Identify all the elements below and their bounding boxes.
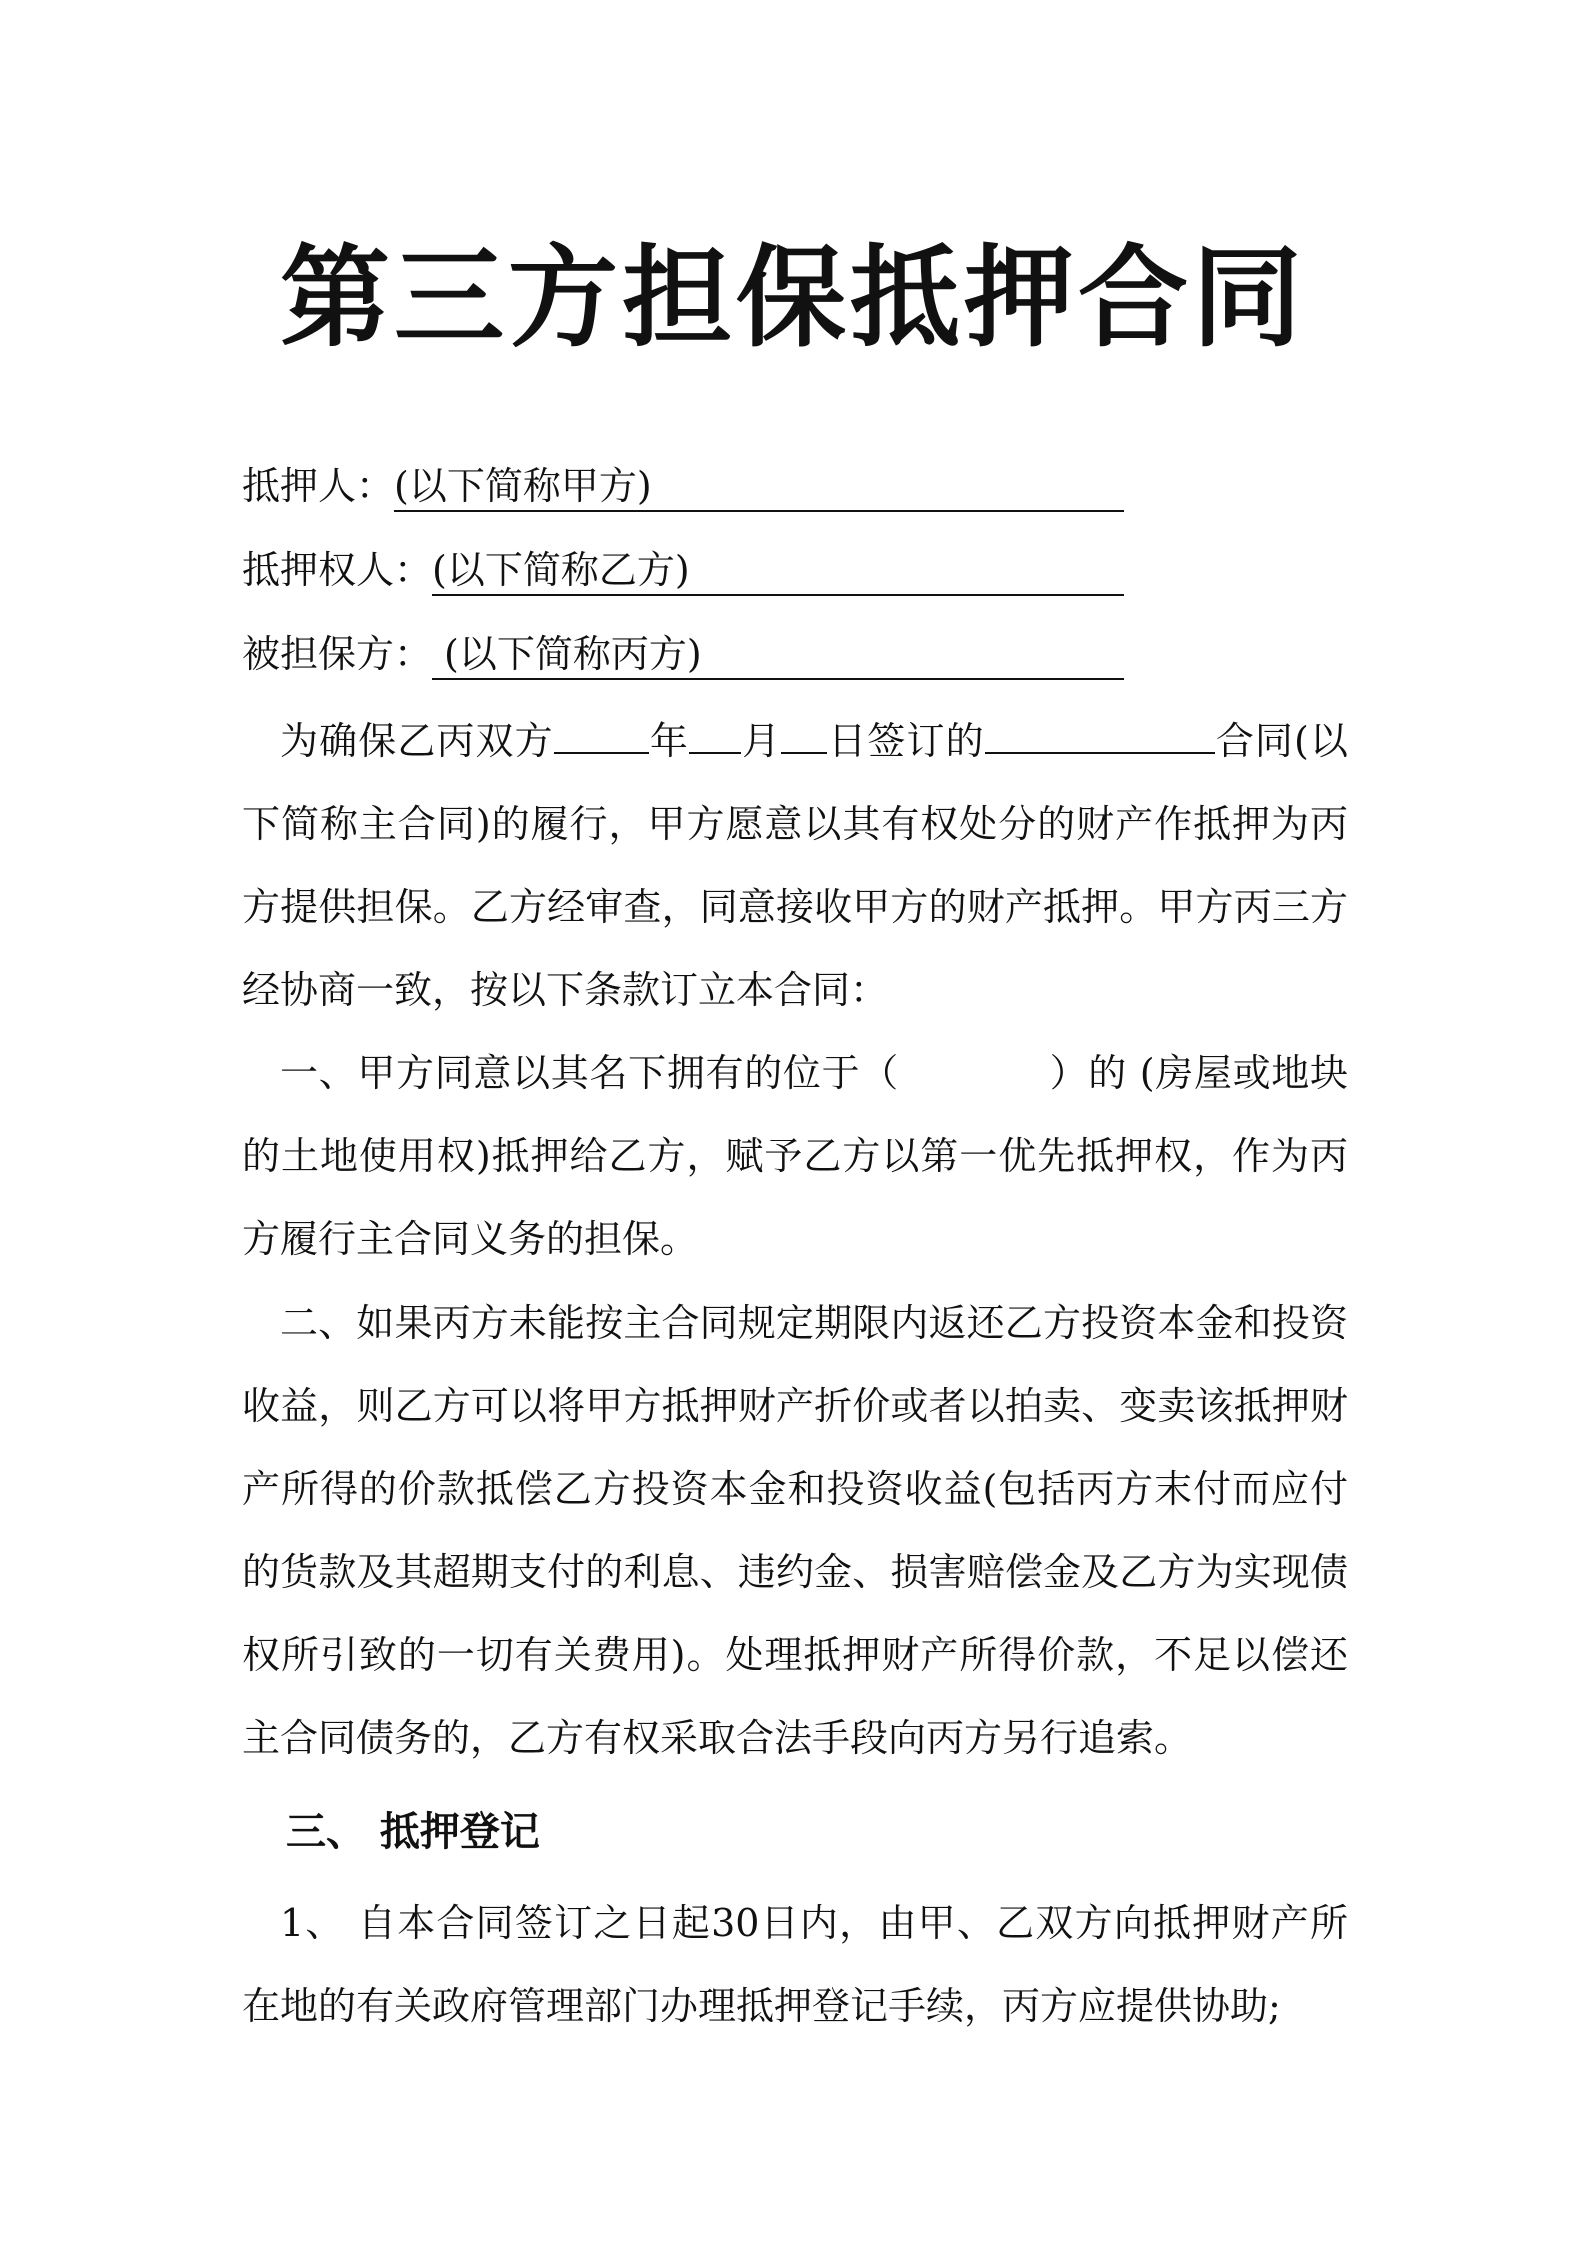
section-3-item-1-text: 1、 自本合同签订之日起30日内，由甲、乙双方向抵押财产所在地的有关政府管理部门办理抵押登记手续，丙方应提供协助; <box>242 1901 1348 2028</box>
party-note: (以下简称乙方) <box>432 548 690 592</box>
party-underline <box>432 546 1124 596</box>
document-title: 第三方担保抵押合同 <box>280 233 1306 362</box>
clause-2 <box>242 1282 1348 1780</box>
section-3-item-1 <box>242 1882 1348 2048</box>
party-note: (以下简称丙方) <box>444 632 702 676</box>
blank-day <box>781 718 827 754</box>
party-mortgagor <box>242 462 1124 512</box>
party-underline <box>394 462 1124 512</box>
clause-1-text-a: 一、甲方同意以其名下拥有的位于（ <box>280 1051 899 1095</box>
intro-year: 年 <box>648 719 689 763</box>
intro-contract: 合同(以下简称主合同)的履行，甲方愿意以其有权处分的财产作抵押为丙方提供担保。乙方经审查，同意接收甲方的财产抵押。甲方丙三方经协商一致，按以下条款订立本合同： <box>242 719 1348 1012</box>
blank-month <box>689 718 741 754</box>
intro-day: 日签订的 <box>827 719 985 763</box>
section-3-heading: 三、 抵押登记 <box>286 1808 540 1855</box>
clause-2-text: 二、如果丙方未能按主合同规定期限内返还乙方投资本金和投资收益，则乙方可以将甲方抵押财产折价或者以拍卖、变卖该抵押财产所得的价款抵偿乙方投资本金和投资收益(包括丙方末付而应付的货款及其超期支付的利息、违约金、损害赔偿金及乙方为实现债权所引致的一切有关费用)。处理抵押财产所得价款，不足以偿还主合同债务的，乙方有权采取合法手段向丙方另行追索。 <box>242 1301 1348 1760</box>
clause-1 <box>242 1032 1348 1281</box>
blank-year <box>554 718 649 754</box>
party-guaranteed <box>242 630 1124 680</box>
clause-1-text-b: ）的 (房屋或地块的土地使用权)抵押给乙方，赋予乙方以第一优先抵押权，作为丙方履行主合同义务的担保。 <box>242 1051 1348 1261</box>
party-mortgagee <box>242 546 1124 596</box>
party-note: (以下简称甲方) <box>394 464 652 508</box>
party-underline <box>432 630 1124 680</box>
intro-text: 为确保乙丙双方 <box>280 719 554 763</box>
intro-month: 月 <box>740 719 782 763</box>
intro-paragraph <box>242 700 1348 1032</box>
blank-contract <box>985 718 1215 754</box>
party-label: 抵押人： <box>242 464 395 508</box>
party-label: 抵押权人： <box>242 548 433 592</box>
party-label: 被担保方： <box>242 632 433 676</box>
